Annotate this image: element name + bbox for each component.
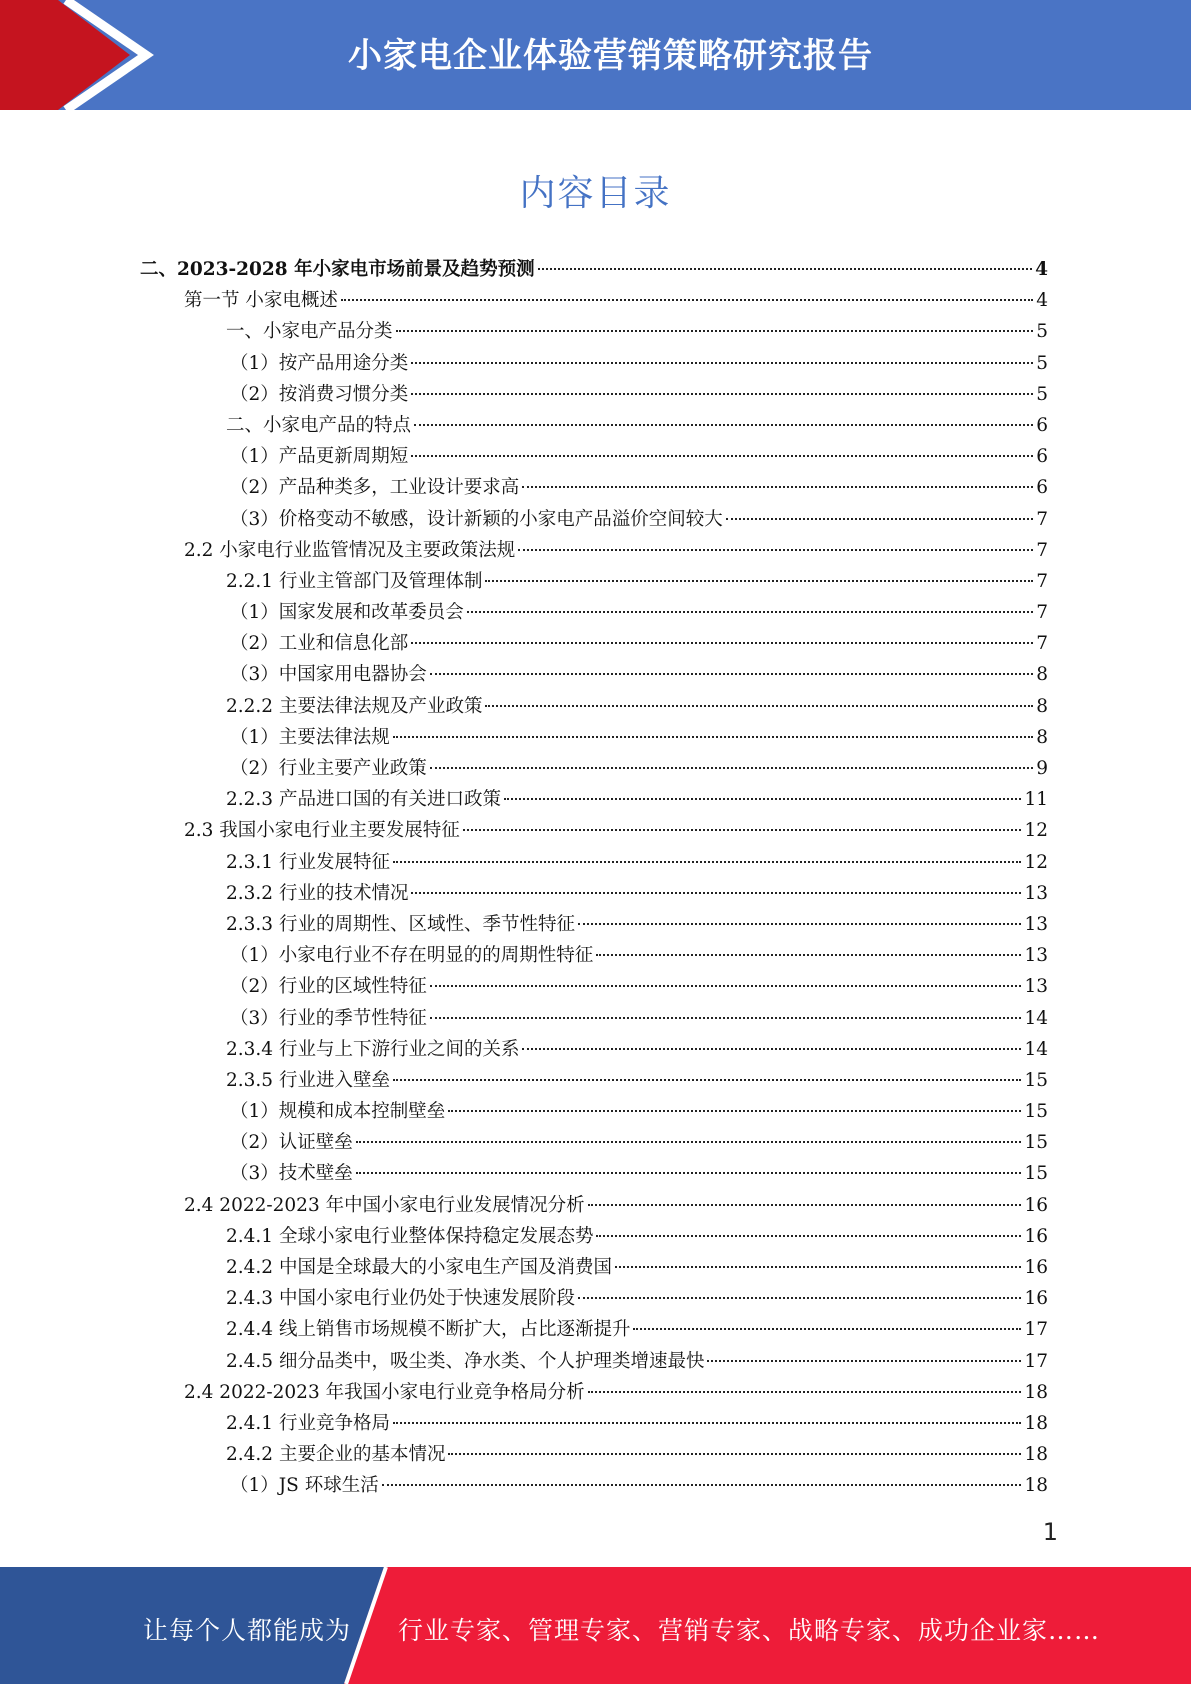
toc-entry-page: 11	[1024, 789, 1048, 811]
toc-entry-page: 16	[1024, 1288, 1048, 1310]
toc-entry[interactable]	[140, 1221, 1048, 1252]
toc-entry[interactable]	[140, 1252, 1048, 1283]
toc-dot-leader	[467, 611, 1033, 613]
toc-entry-text: 二、2023-2028 年小家电市场前景及趋势预测	[140, 259, 535, 280]
toc-entry-text: 2.4.3 中国小家电行业仍处于快速发展阶段	[226, 1288, 575, 1310]
toc-entry-page: 13	[1024, 882, 1048, 904]
toc-entry[interactable]	[140, 504, 1048, 535]
toc-entry[interactable]	[140, 566, 1048, 597]
toc-entry[interactable]	[140, 909, 1048, 940]
toc-entry[interactable]	[140, 1377, 1048, 1408]
toc-entry[interactable]	[140, 348, 1048, 379]
toc-dot-leader	[588, 1204, 1022, 1206]
toc-entry[interactable]	[140, 847, 1048, 878]
toc-entry-page: 6	[1036, 414, 1048, 436]
toc-entry-page: 8	[1036, 664, 1048, 686]
toc-entry[interactable]	[140, 1314, 1048, 1345]
toc-entry[interactable]	[140, 254, 1048, 285]
toc-dot-leader	[411, 362, 1033, 364]
toc-entry[interactable]	[140, 441, 1048, 472]
toc-entry[interactable]	[140, 940, 1048, 971]
page-header	[0, 0, 1191, 110]
toc-dot-leader	[411, 455, 1033, 457]
toc-entry-text: （2）按消费习惯分类	[230, 383, 409, 405]
toc-entry-page: 18	[1024, 1475, 1048, 1497]
toc-dot-leader	[382, 1484, 1022, 1486]
toc-dot-leader	[356, 1172, 1022, 1174]
toc-entry-page: 15	[1024, 1101, 1048, 1123]
toc-entry[interactable]	[140, 1439, 1048, 1470]
toc-dot-leader	[588, 1391, 1022, 1393]
toc-entry-page: 18	[1024, 1444, 1048, 1466]
toc-entry-text: 2.2.3 产品进口国的有关进口政策	[226, 789, 501, 811]
toc-entry[interactable]	[140, 379, 1048, 410]
toc-entry-page: 17	[1024, 1350, 1048, 1372]
toc-entry[interactable]	[140, 410, 1048, 441]
toc-entry-text: 第一节 小家电概述	[184, 290, 338, 312]
toc-entry-page: 14	[1024, 1038, 1048, 1060]
toc-dot-leader	[522, 486, 1033, 488]
toc-entry-page: 16	[1024, 1257, 1048, 1278]
toc-dot-leader	[578, 923, 1021, 925]
toc-entry[interactable]	[140, 659, 1048, 690]
toc-entry[interactable]	[140, 1127, 1048, 1158]
toc-dot-leader	[578, 1297, 1021, 1299]
toc-entry[interactable]	[140, 1096, 1048, 1127]
toc-entry-page: 13	[1024, 976, 1048, 998]
toc-dot-leader	[393, 736, 1033, 738]
toc-entry-text: （2）认证壁垒	[230, 1132, 353, 1154]
toc-entry[interactable]	[140, 1190, 1048, 1221]
toc-entry-text: 2.4.1 全球小家电行业整体保持稳定发展态势	[226, 1225, 594, 1247]
toc-entry-text: （3）中国家用电器协会	[230, 664, 427, 686]
toc-entry-page: 7	[1036, 570, 1048, 592]
toc-entry-text: 2.4.2 主要企业的基本情况	[226, 1444, 446, 1466]
toc-entry-text: （1）国家发展和改革委员会	[230, 602, 464, 624]
toc-dot-leader	[393, 1079, 1021, 1081]
toc-entry-page: 13	[1024, 913, 1048, 935]
toc-entry-page: 15	[1024, 1132, 1048, 1154]
toc-dot-leader	[596, 954, 1021, 956]
toc-entry-page: 6	[1036, 477, 1048, 499]
toc-entry-text: （2）工业和信息化部	[230, 633, 409, 655]
toc-entry-text: （1）主要法律法规	[230, 726, 390, 748]
toc-entry-text: （3）技术壁垒	[230, 1163, 353, 1185]
toc-entry-text: （1）产品更新周期短	[230, 446, 409, 468]
toc-entry-page: 7	[1036, 602, 1048, 624]
toc-entry-page: 4	[1035, 259, 1048, 280]
toc-entry-page: 4	[1036, 290, 1048, 312]
toc-dot-leader	[522, 1048, 1021, 1050]
toc-entry-text: （1）JS 环球生活	[230, 1475, 379, 1497]
toc-entry-text: 2.4.4 线上销售市场规模不断扩大，占比逐渐提升	[226, 1319, 631, 1341]
toc-dot-leader	[411, 393, 1033, 395]
toc-entry-text: （3）价格变动不敏感，设计新颖的小家电产品溢价空间较大	[230, 508, 723, 530]
toc-entry[interactable]	[140, 784, 1048, 815]
toc-entry[interactable]	[140, 472, 1048, 503]
toc-entry-text: （1）按产品用途分类	[230, 352, 409, 374]
toc-dot-leader	[463, 829, 1022, 831]
toc-dot-leader	[504, 798, 1021, 800]
toc-entry-text: 2.2 小家电行业监管情况及主要政策法规	[184, 539, 516, 561]
toc-entry[interactable]	[140, 691, 1048, 722]
toc-dot-leader	[448, 1453, 1021, 1455]
toc-dot-leader	[356, 1141, 1022, 1143]
toc-entry-page: 16	[1024, 1194, 1048, 1216]
toc-entry-text: （3）行业的季节性特征	[230, 1007, 427, 1029]
toc-dot-leader	[411, 642, 1033, 644]
toc-dot-leader	[396, 330, 1034, 332]
toc-dot-leader	[596, 1235, 1021, 1237]
toc-entry-text: 2.4.5 细分品类中，吸尘类、净水类、个人护理类增速最快	[226, 1350, 705, 1372]
toc-dot-leader	[430, 985, 1022, 987]
toc-dot-leader	[538, 268, 1033, 270]
toc-dot-leader	[485, 580, 1033, 582]
toc-dot-leader	[430, 673, 1033, 675]
toc-entry[interactable]	[140, 285, 1048, 316]
toc-entry-page: 5	[1036, 352, 1048, 374]
toc-dot-leader	[393, 1422, 1021, 1424]
toc-entry[interactable]	[140, 1283, 1048, 1314]
toc-dot-leader	[707, 1360, 1021, 1362]
toc-entry-text: 二、小家电产品的特点	[226, 414, 412, 436]
toc-dot-leader	[615, 1266, 1021, 1268]
toc-entry-page: 6	[1036, 446, 1048, 468]
toc-entry[interactable]	[140, 1470, 1048, 1501]
toc-entry[interactable]	[140, 628, 1048, 659]
toc-entry[interactable]	[140, 535, 1048, 566]
toc-entry-page: 9	[1036, 758, 1048, 779]
toc-entry[interactable]	[140, 597, 1048, 628]
toc-dot-leader	[393, 861, 1021, 863]
toc-entry[interactable]	[140, 1065, 1048, 1096]
toc-entry[interactable]	[140, 1408, 1048, 1439]
toc-entry-text: 2.3.4 行业与上下游行业之间的关系	[226, 1038, 520, 1060]
toc-dot-leader	[518, 549, 1033, 551]
toc-entry-page: 7	[1036, 539, 1048, 561]
toc-entry-page: 8	[1036, 695, 1048, 717]
toc-entry-text: 2.2.2 主要法律法规及产业政策	[226, 695, 483, 717]
toc-dot-leader	[633, 1328, 1021, 1330]
toc-entry-page: 15	[1024, 1163, 1048, 1185]
toc-entry[interactable]	[140, 753, 1048, 784]
toc-entry[interactable]	[140, 1158, 1048, 1189]
toc-entry-page: 16	[1024, 1225, 1048, 1247]
toc-entry[interactable]	[140, 722, 1048, 753]
toc-entry-page: 17	[1024, 1319, 1048, 1341]
toc-entry-text: 2.3.2 行业的技术情况	[226, 882, 409, 904]
toc-entry-text: 2.4.1 行业竞争格局	[226, 1412, 390, 1434]
toc-dot-leader	[430, 1017, 1022, 1019]
toc-entry-page: 12	[1024, 820, 1048, 842]
toc-dot-leader	[414, 424, 1033, 426]
toc-title: 内容目录	[519, 173, 672, 214]
toc-entry-text: 2.4 2022-2023 年中国小家电行业发展情况分析	[184, 1194, 585, 1216]
toc-entry-text: 2.3.5 行业进入壁垒	[226, 1069, 390, 1091]
toc-entry-page: 7	[1036, 633, 1048, 655]
toc-entry-page: 5	[1036, 321, 1048, 343]
toc-entry-page: 7	[1036, 508, 1048, 530]
toc-entry-text: （2）行业的区域性特征	[230, 976, 427, 998]
toc-entry[interactable]	[140, 971, 1048, 1002]
toc-entry-text: 2.3.1 行业发展特征	[226, 851, 390, 873]
toc-entry-text: 2.3.3 行业的周期性、区域性、季节性特征	[226, 913, 575, 935]
toc-dot-leader	[726, 518, 1033, 520]
toc-dot-leader	[430, 767, 1033, 769]
toc-entry-text: 一、小家电产品分类	[226, 321, 393, 343]
toc-entry[interactable]	[140, 1034, 1048, 1065]
toc-entry-page: 14	[1024, 1007, 1048, 1029]
toc-entry-page: 18	[1024, 1412, 1048, 1434]
page-footer	[0, 1567, 1191, 1684]
toc-entry[interactable]	[140, 815, 1048, 846]
toc-entry[interactable]	[140, 1346, 1048, 1377]
toc-dot-leader	[485, 705, 1033, 707]
toc-entry-text: 2.4.2 中国是全球最大的小家电生产国及消费国	[226, 1257, 612, 1278]
toc-dot-leader	[448, 1110, 1021, 1112]
toc-entry-page: 18	[1024, 1381, 1048, 1403]
toc-entry-text: （1）规模和成本控制壁垒	[230, 1101, 446, 1123]
toc-entry-page: 5	[1036, 383, 1048, 405]
toc-entry-text: （2）行业主要产业政策	[230, 758, 427, 779]
header-title: 小家电企业体验营销策略研究报告	[348, 36, 873, 76]
toc-entry[interactable]	[140, 316, 1048, 347]
toc-entry[interactable]	[140, 1003, 1048, 1034]
toc-entry-text: 2.4 2022-2023 年我国小家电行业竞争格局分析	[184, 1381, 585, 1403]
toc-entry-text: （2）产品种类多，工业设计要求高	[230, 477, 520, 499]
toc-entry-text: （1）小家电行业不存在明显的的周期性特征	[230, 945, 594, 967]
footer-slogan-right: 行业专家、管理专家、营销专家、战略专家、成功企业家……	[398, 1616, 1101, 1645]
toc-entry-page: 8	[1036, 726, 1048, 748]
toc-entry-text: 2.2.1 行业主管部门及管理体制	[226, 570, 483, 592]
toc-entry[interactable]	[140, 878, 1048, 909]
toc-entry-page: 15	[1024, 1069, 1048, 1091]
footer-slogan-left: 让每个人都能成为	[143, 1616, 352, 1645]
toc-dot-leader	[341, 299, 1033, 301]
toc-entry-page: 12	[1024, 851, 1048, 873]
toc-entry-page: 13	[1024, 945, 1048, 967]
toc-dot-leader	[411, 892, 1021, 894]
table-of-contents	[140, 254, 1048, 1502]
page-number: 1	[1042, 1518, 1058, 1546]
toc-entry-text: 2.3 我国小家电行业主要发展特征	[184, 820, 460, 842]
